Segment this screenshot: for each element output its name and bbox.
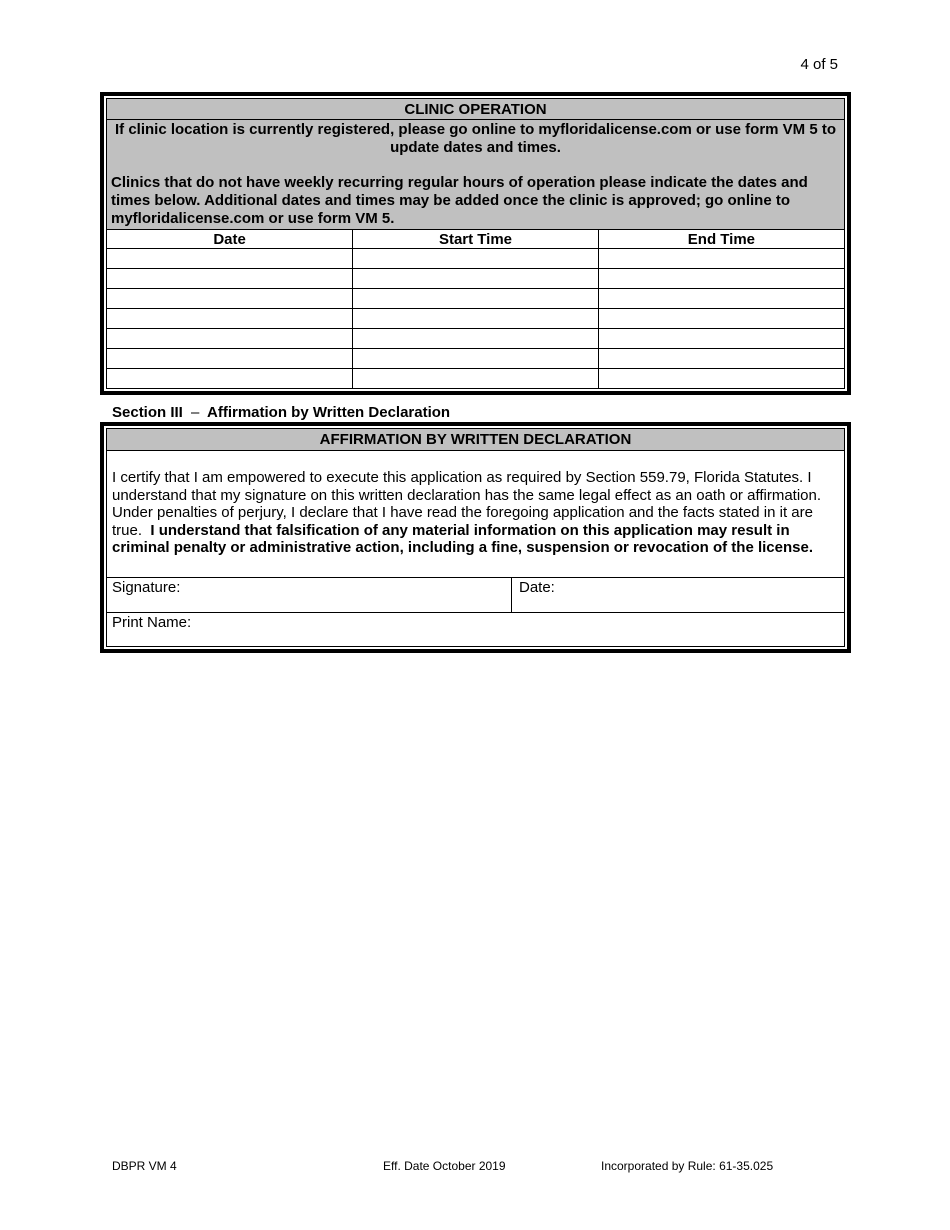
affirmation-title: AFFIRMATION BY WRITTEN DECLARATION [107,429,844,451]
section-iii-title: Affirmation by Written Declaration [207,404,451,421]
date-cell[interactable] [107,289,353,309]
date-cell[interactable] [107,369,353,389]
table-row [107,269,844,289]
start-time-cell[interactable] [353,249,599,269]
hours-note: Clinics that do not have weekly recurring regular hours of operation please indicate the dates and times below. Additional dates and times may be added once the clinic is approved; go online to myfloridalicense.com or use form VM 5. [111,174,808,227]
end-time-cell[interactable] [598,289,844,309]
date-label: Date: [519,578,555,596]
registered-note: If clinic location is currently registered, please go online to myfloridalicense.com or use form VM 5 to update dates and times. [114,121,836,156]
end-time-cell[interactable] [598,309,844,329]
end-time-cell[interactable] [598,349,844,369]
hours-table [107,229,844,388]
footer-rule: Incorporated by Rule: 61-35.025 [601,1159,774,1173]
date-cell[interactable] [107,309,353,329]
start-time-cell[interactable] [353,309,599,329]
affirmation-inner [106,428,845,647]
table-row [107,349,844,369]
section-iii-heading [112,404,450,421]
declaration-statement: I certify that I am empowered to execute this application as required by Section 559.79, Florida Statutes. I understand that my signature on this written declaration has the same legal effect as an oath or affirmation. Under penalties of perjury, I declare that I have read the foregoing application and the facts stated in it are true. [112,469,822,539]
table-row [107,249,844,269]
page-number: 4 of 5 [800,56,838,73]
column-start-time: Start Time [353,230,599,249]
start-time-cell[interactable] [353,289,599,309]
table-row [107,289,844,309]
signature-field[interactable] [107,578,512,612]
signature-label: Signature: [112,578,181,596]
table-row [107,309,844,329]
affirmation-box [100,422,851,653]
date-cell[interactable] [107,349,353,369]
section-iii-prefix: Section III [112,404,183,421]
footer-eff-date: Eff. Date October 2019 [383,1159,506,1173]
section-iii-dash: – [191,404,200,421]
declaration-text [107,451,844,577]
start-time-cell[interactable] [353,329,599,349]
start-time-cell[interactable] [353,369,599,389]
end-time-cell[interactable] [598,369,844,389]
table-row [107,369,844,389]
start-time-cell[interactable] [353,269,599,289]
declaration-warning: I understand that falsification of any material information on this application may result in criminal penalty or administrative action, including a fine, suspension or revocation of the license. [112,521,813,557]
end-time-cell[interactable] [598,269,844,289]
print-name-field[interactable] [107,612,844,646]
column-date: Date [107,230,353,249]
date-cell[interactable] [107,329,353,349]
start-time-cell[interactable] [353,349,599,369]
date-cell[interactable] [107,249,353,269]
date-field[interactable] [512,578,844,612]
column-end-time: End Time [598,230,844,249]
clinic-operation-instructions [107,120,844,229]
print-name-label: Print Name: [112,613,192,631]
table-row [107,329,844,349]
end-time-cell[interactable] [598,329,844,349]
end-time-cell[interactable] [598,249,844,269]
clinic-operation-inner [106,98,845,389]
date-cell[interactable] [107,269,353,289]
clinic-operation-title: CLINIC OPERATION [107,99,844,120]
footer-form-id: DBPR VM 4 [112,1159,177,1173]
clinic-operation-box [100,92,851,395]
signature-row [107,577,844,612]
hours-table-header [107,230,844,249]
